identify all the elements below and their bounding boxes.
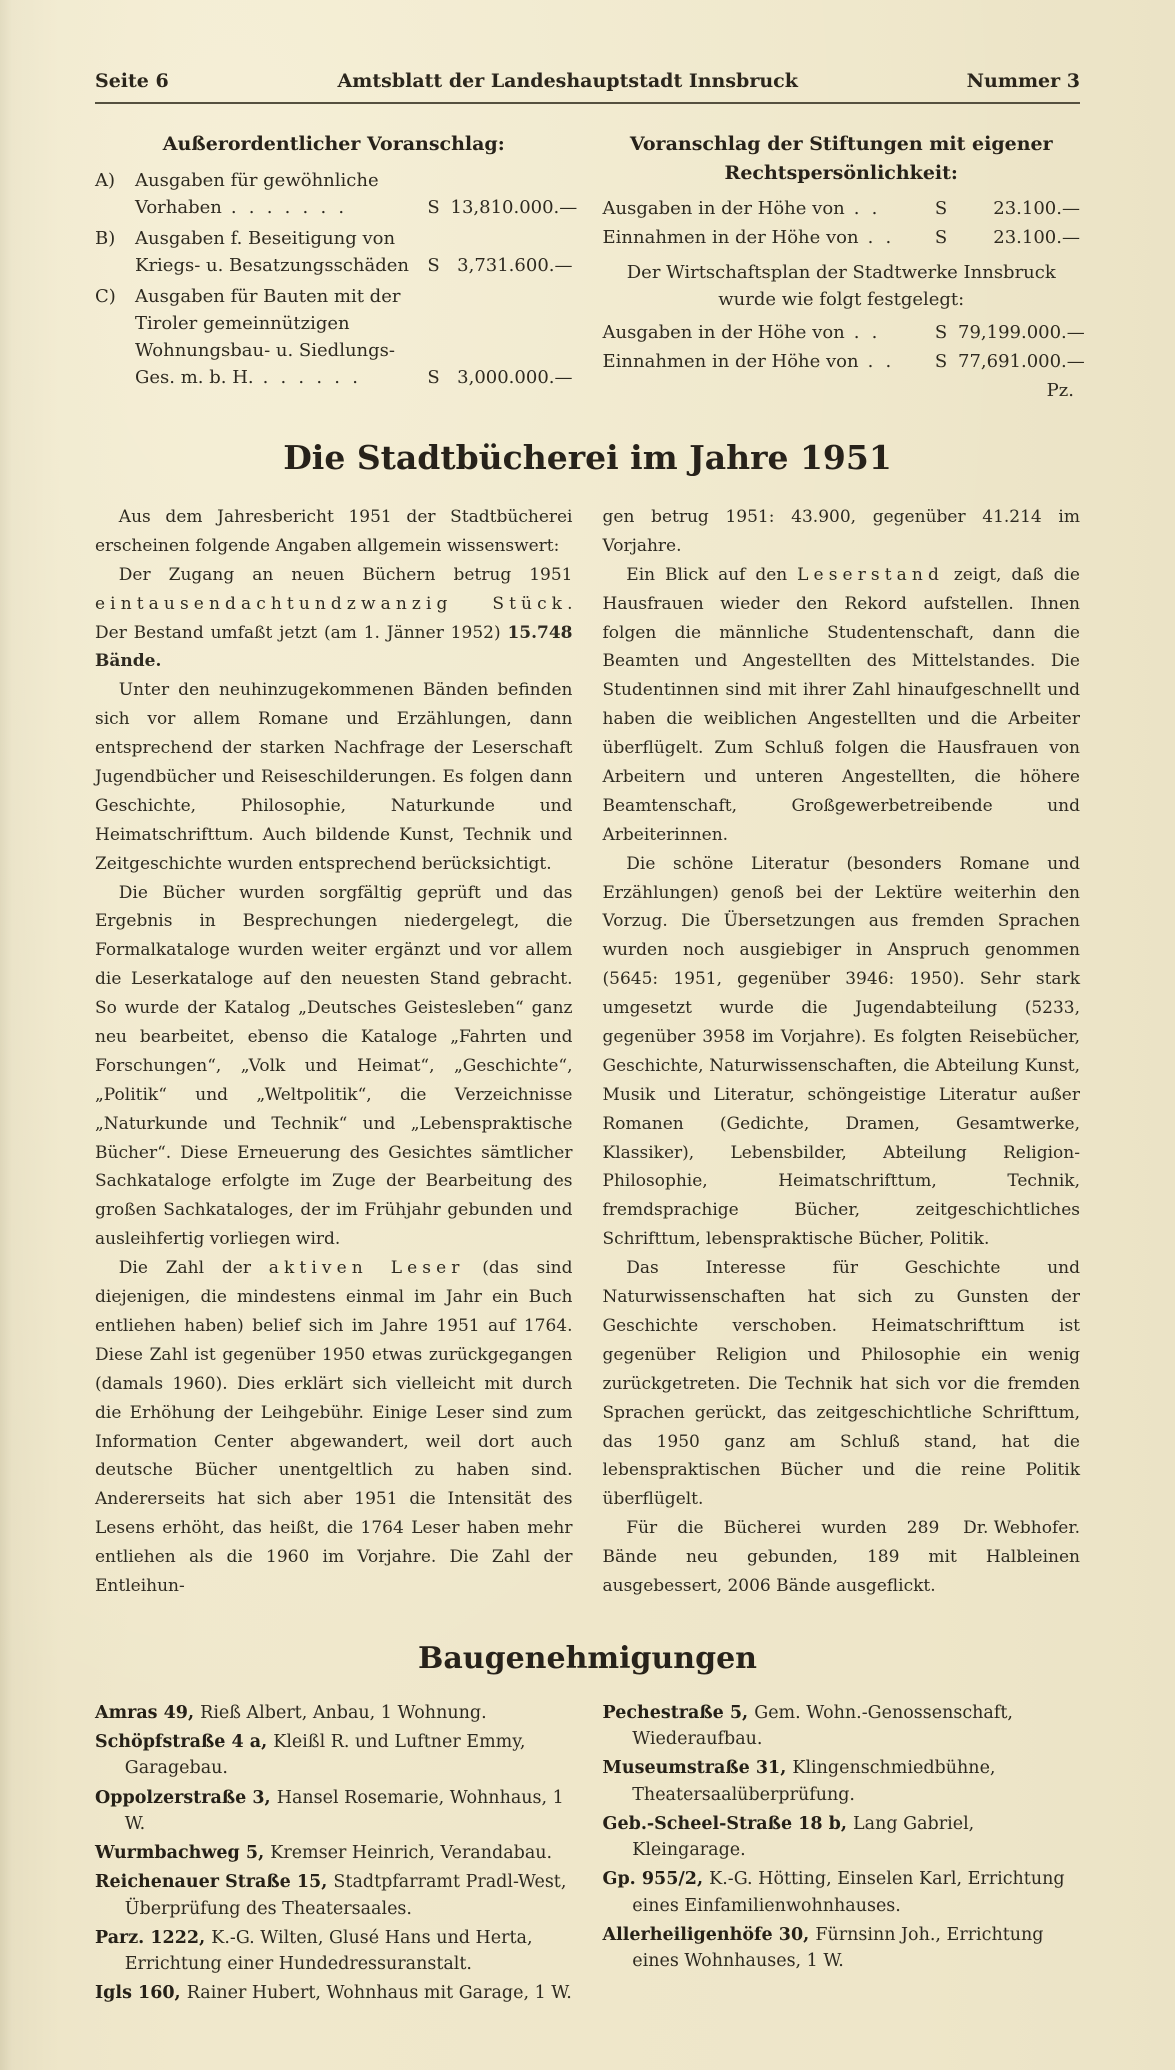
budget-item	[95, 167, 578, 221]
paragraph-text: Aus dem Jahresbericht 1951 der Stadtbücherei erscheinen folgende Angaben allgemein wissenswert:	[95, 507, 573, 556]
permit-entry-address: Wurmbachweg 5,	[95, 1843, 271, 1864]
budget-item	[95, 283, 573, 391]
dot-leader: . .	[844, 198, 881, 219]
budget-item-currency: S	[427, 196, 440, 218]
paragraph-text: Unter den neuhinzugekommenen Bänden befinden sich vor allem Romane und Erzählungen, dann entsprechend der starken Nachfrage der Leserschaft Jugendbücher und Reiseschilderungen. Es folgen dann Geschichte, Philosophie, Naturkunde und Heimatschrifttum. Auch bildende Kunst, Technik und Zeitgeschichte wurden entsprechend berücksichtigt.	[95, 680, 573, 874]
article-paragraph	[95, 879, 573, 1255]
dot-leader: . .	[844, 322, 881, 343]
permit-entry	[95, 1980, 573, 2006]
header-issue-number: Nummer 3	[966, 70, 1080, 92]
budget-item-label: Ausgaben in der Höhe von . .	[602, 322, 881, 343]
article-paragraph	[95, 561, 573, 677]
header-page-number: Seite 6	[95, 70, 169, 92]
permit-entry	[95, 1925, 573, 1978]
permit-entry-details: K.-G. Hötting, Einselen Karl, Errichtung eines Einfamilienwohnhauses.	[632, 1869, 1065, 1916]
header-journal-title: Amtsblatt der Landeshauptstadt Innsbruck	[337, 70, 798, 92]
article-paragraph	[603, 503, 1081, 561]
permit-entry-address: Parz. 1222,	[95, 1927, 212, 1948]
permit-entry	[603, 1811, 1081, 1864]
budget-section	[95, 130, 1085, 404]
budget-item-amount: 23.100.—	[993, 227, 1080, 248]
paragraph-text: Die schöne Literatur (besonders Romane und Erzählungen) genoß bei der Lektüre weiterhin den Vorzug. Die Übersetzungen aus fremden Sprachen wurden noch ausgiebiger in Anspruch genommen (5645: 1951, gegenüber 3946: 1950). Sehr stark umgesetzt wurde die Jugendabteilung (5233, gegenüber 3958 im Vorjahre). Es folgten Reisebücher, Geschichte, Naturwissenschaften, die Abteilung Kunst, Musik und Literatur, schöngeistige Literatur außer Romanen (Gedichte, Dramen, Gesamtwerke, Klassiker), Lebensbilder, Abteilung Religion-Philosophie, Heimatschrifttum, Technik, fremdsprachige Bücher, zeitgeschichtliches Schrifttum, lebenspraktische Bücher, Politik.	[602, 853, 1080, 1250]
budget-item-marker: C)	[95, 285, 116, 307]
permit-entry-details: Rieß Albert, Anbau, 1 Wohnung.	[200, 1702, 487, 1723]
budget-item	[603, 224, 1081, 251]
article-column-left	[95, 503, 573, 1601]
permit-entry-details: Lang Gabriel, Kleingarage.	[632, 1813, 975, 1861]
paragraph-text: aktiven Leser	[268, 1258, 465, 1279]
budget-item-label: Ausgaben f. Beseitigung von Kriegs- u. Besatzungsschäden	[135, 227, 409, 276]
permit-entry-address: Igls 160,	[95, 1983, 187, 2004]
article-paragraph	[95, 676, 573, 878]
permit-entry	[603, 1866, 1081, 1919]
permit-entry-address: Reichenauer Straße 15,	[95, 1872, 334, 1893]
budget-item-marker: A)	[95, 169, 116, 191]
budget-left-heading: Außerordentlicher Voranschlag:	[162, 133, 505, 155]
page-header	[95, 70, 1080, 92]
permit-entry-details: Hansel Rosemarie, Wohnhaus, 1 W.	[124, 1787, 564, 1834]
permit-entry-details: Stadtpfarramt Pradl-West, Überprüfung des Theatersaales.	[124, 1872, 567, 1919]
article-paragraph	[95, 503, 573, 561]
budget-item	[95, 225, 573, 279]
permit-entry-address: Museumstraße 31,	[602, 1758, 793, 1779]
budget-item-label: Ausgaben in der Höhe von . .	[602, 198, 881, 219]
permits-column-left	[95, 1700, 573, 2010]
dot-leader: . . . . . .	[253, 366, 362, 388]
permit-entry	[603, 1755, 1081, 1808]
dot-leader: . .	[858, 351, 895, 372]
budget-item-label: Ausgaben für gewöhnliche Vorhaben . . . . . . .	[135, 169, 379, 218]
paragraph-text: Leserstand	[797, 564, 944, 585]
permit-entry	[95, 1729, 573, 1782]
budget-item-amount: 77,691.000.—	[958, 351, 1085, 372]
article-column-right	[603, 503, 1081, 1601]
permit-entry-details: Gem. Wohn.-Genossenschaft, Wiederaufbau.	[632, 1702, 1013, 1750]
paragraph-text: 15.748 Bände.	[95, 622, 573, 672]
article-paragraph	[603, 850, 1081, 1254]
article-paragraph	[603, 561, 1081, 850]
paragraph-text: Ein Blick auf den	[626, 564, 798, 585]
paragraph-text: eintausendachtundzwanzig Stück	[95, 593, 568, 614]
paragraph-text: Der Zugang an neuen Büchern betrug 1951	[118, 564, 573, 585]
paragraph-text: Die Bücher wurden sorgfältig geprüft und das Ergebnis in Besprechungen niedergelegt, die Formalkataloge wurden weiter ergänzt und vor allem die Leserkataloge auf den neuesten Stand gebracht. So wurde der Katalog „Deutsches Geistesleben“ ganz neu bearbeitet, ebenso die Kataloge „Fahrten und Forschungen“, „Volk und Heimat“, „Geschichte“, „Politik“ und „Weltpolitik“, die Verzeichnisse „Naturkunde und Technik“ und „Lebenspraktische Bücher“. Diese Erneuerung des Gesichtes sämtlicher Sachkataloge erfolgte im Zuge der Bearbeitung des großen Sachkataloges, der im Frühjahr gebunden und ausleihfertig vorliegen wird.	[95, 882, 573, 1250]
permit-entry-address: Amras 49,	[95, 1702, 201, 1723]
article-section	[95, 503, 1080, 1601]
permit-entry-details: K.-G. Wilten, Glusé Hans und Herta, Errichtung einer Hundedressuranstalt.	[124, 1927, 533, 1975]
budget-item-currency: S	[427, 254, 440, 276]
permits-section	[95, 1700, 1080, 2010]
permit-entry	[95, 1785, 573, 1838]
budget-item-currency: S	[427, 366, 440, 388]
permit-entry	[603, 1922, 1081, 1975]
budget-item	[602, 319, 1085, 346]
dot-leader: . .	[858, 227, 895, 248]
permit-entry-details: Fürnsinn Joh., Errichtung eines Wohnhauses, 1 W.	[632, 1924, 1044, 1972]
budget-item-label: Einnahmen in der Höhe von . .	[602, 227, 895, 248]
budget-item-label: Ausgaben für Bauten mit der Tiroler gemeinnützigen Wohnungsbau- u. Siedlungs-Ges. m. b. H. . . . . . .	[135, 285, 401, 388]
budget-item-amount: 23.100.—	[993, 198, 1080, 219]
paragraph-text: gen betrug 1951: 43.900, gegenüber 41.214 im Vorjahre.	[602, 507, 1080, 556]
budget-left-column	[95, 130, 578, 404]
paragraph-text: Für die Bücherei wurden 289 Bände neu gebunden, 189 mit Halbleinen ausgebessert, 2006 Bände ausgeflickt.	[602, 1518, 1080, 1596]
permit-entry-address: Schöpfstraße 4 a,	[95, 1732, 274, 1753]
budget-item-marker: B)	[95, 227, 116, 249]
article-signature: Dr. Webhofer.	[963, 1518, 1080, 1539]
permit-entry	[95, 1700, 573, 1726]
permits-column-right	[603, 1700, 1081, 2010]
permits-title: Baugenehmigungen	[418, 1640, 757, 1676]
paragraph-text: Das Interesse für Geschichte und Naturwissenschaften hat sich zu Gunsten der Geschichte verschoben. Heimatschrifttum ist gegenüber Religion und Philosophie ein wenig zurückgetreten. Die Technik hat sich vor die fremden Sprachen gerückt, das zeitgeschichtliche Schrifttum, das 1950 ganz am Schluß stand, hat die lebenspraktischen Bücher und die reine Politik überflügelt.	[602, 1258, 1080, 1510]
budget-item-label: Einnahmen in der Höhe von . .	[602, 351, 895, 372]
budget-item	[602, 348, 1085, 375]
article-title: Die Stadtbücherei im Jahre 1951	[283, 438, 892, 477]
budget-item-currency: S	[934, 227, 948, 248]
permit-entry	[95, 1869, 573, 1922]
budget-item-amount: 79,199.000.—	[958, 322, 1085, 343]
paragraph-text: (das sind diejenigen, die mindestens einmal im Jahr ein Buch entliehen haben) belief sich im Jahre 1951 auf 1764. Diese Zahl ist gegenüber 1950 etwas zurückgegangen (damals 1960). Dies erklärt sich vielleicht mit durch die Erhöhung der Leihgebühr. Einige Leser sind zum Information Center abgewandert, weil dort auch deutsche Bücher unentgeltlich zu haben sind. Andererseits hat sich aber 1951 die Intensität des Lesens erhöht, das heißt, die 1764 Leser haben mehr entliehen als die 1960 im Vorjahre. Die Zahl der Entleihun-	[95, 1258, 573, 1596]
permit-entry-address: Gp. 955/2,	[602, 1869, 710, 1890]
article-paragraph	[603, 1254, 1081, 1514]
permit-entry-details: Kremser Heinrich, Verandabau.	[270, 1843, 553, 1864]
budget-item-amount: 3,731.600.—	[457, 254, 573, 276]
paragraph-text: Die Zahl der	[118, 1258, 269, 1279]
paragraph-text: zeigt, daß die Hausfrauen wieder den Rekord aufstellen. Ihnen folgen die männliche Studentenschaft, dann die Beamten und Angestellten des Mittelstandes. Die Studentinnen sind mit ihrer Zahl hinaufgeschnellt und haben die weiblichen Angestellten und die Arbeiter überflügelt. Zum Schluß folgen die Hausfrauen von Arbeitern und unteren Angestellten, die höhere Beamtenschaft, Großgewerbetreibende und Arbeiterinnen.	[602, 564, 1080, 845]
budget-item	[603, 195, 1081, 222]
article-paragraph	[603, 1514, 1081, 1601]
article-paragraph	[95, 1254, 573, 1601]
dot-leader: . . . . . . .	[221, 196, 348, 218]
budget-item-currency: S	[934, 198, 948, 219]
budget-right-column	[602, 130, 1085, 404]
permit-entry-address: Geb.-Scheel-Straße 18 b,	[602, 1813, 854, 1834]
permit-entry-details: Kleißl R. und Luftner Emmy, Garagebau.	[124, 1732, 526, 1779]
permit-entry-details: Rainer Hubert, Wohnhaus mit Garage, 1 W.	[186, 1983, 572, 2004]
permit-entry-address: Allerheiligenhöfe 30,	[602, 1924, 816, 1945]
permit-entry	[95, 1840, 573, 1866]
budget-right-heading: Voranschlag der Stiftungen mit eigener Rechtspersönlichkeit:	[629, 133, 1053, 184]
budget-item-amount: 3,000.000.—	[457, 366, 573, 388]
budget-signature: Pz.	[1046, 380, 1074, 401]
budget-item-currency: S	[934, 322, 948, 343]
paragraph-text: . Der Bestand umfaßt jetzt (am 1. Jänner 1952)	[95, 593, 573, 643]
budget-item-amount: 13,810.000.—	[450, 196, 578, 218]
permit-entry-details: Klingenschmiedbühne, Theatersaalüberprüfung.	[632, 1758, 996, 1805]
budget-subheading: Der Wirtschaftsplan der Stadtwerke Innsbruck wurde wie folgt festgelegt:	[626, 262, 1056, 310]
budget-item-currency: S	[934, 351, 948, 372]
permit-entry-address: Oppolzerstraße 3,	[95, 1787, 277, 1808]
permit-entry-address: Pechestraße 5,	[602, 1702, 755, 1723]
header-rule	[95, 102, 1080, 104]
